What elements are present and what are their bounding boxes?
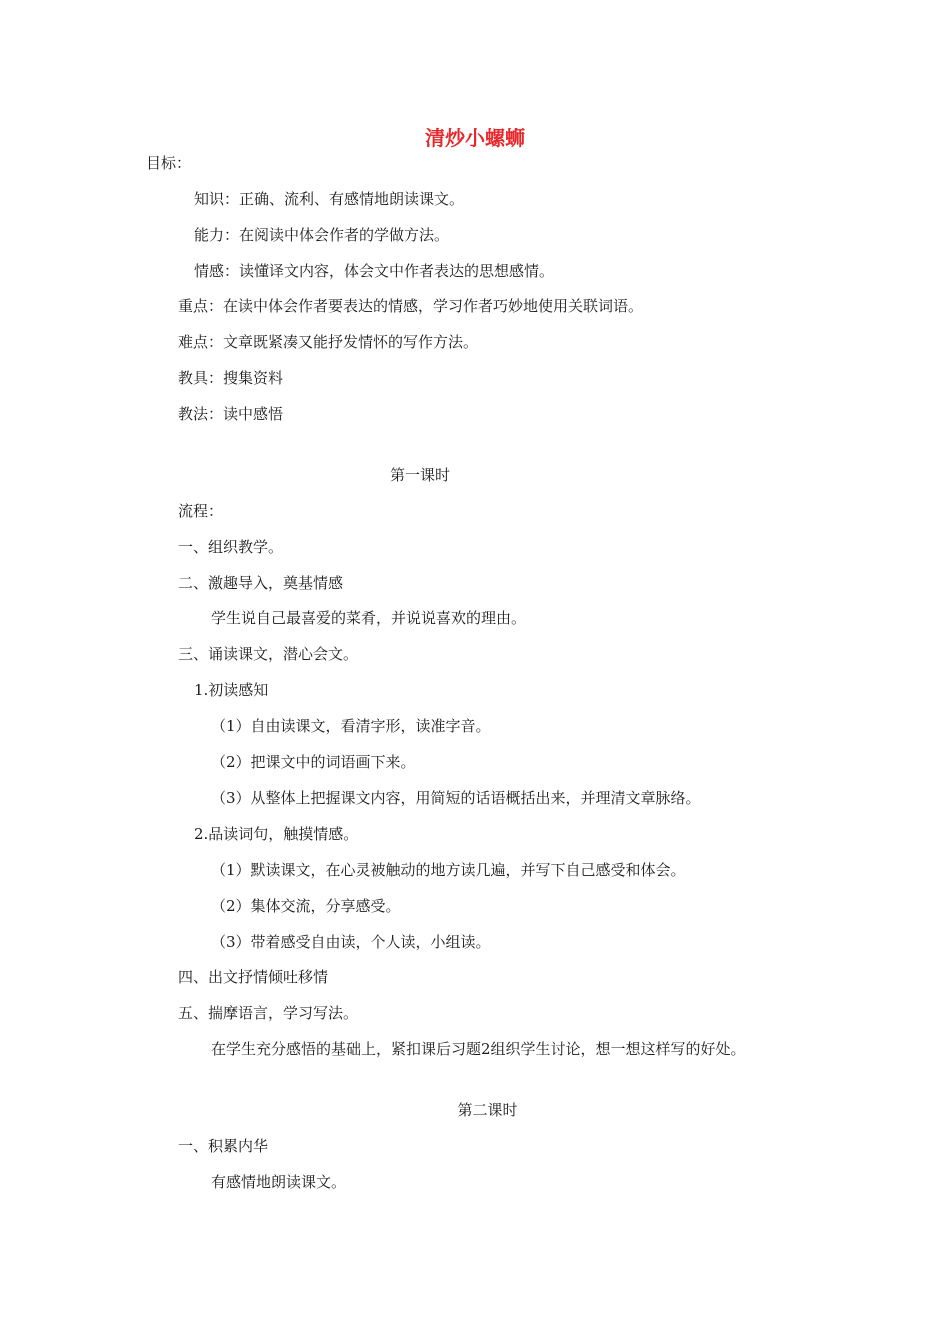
goal-emotion: 情感：读懂译文内容，体会文中作者表达的思想感情。 (194, 262, 555, 280)
lesson2-step1-detail: 有感情地朗读课文。 (211, 1173, 347, 1191)
lesson1-sub2-c: （3）带着感受自由读，个人读，小组读。 (211, 933, 491, 951)
lesson1-step5: 五、揣摩语言，学习写法。 (178, 1004, 359, 1022)
flow-label: 流程： (178, 502, 224, 520)
lesson1-step2-detail: 学生说自己最喜爱的菜肴，并说说喜欢的理由。 (211, 609, 527, 627)
lesson1-step1: 一、组织教学。 (178, 538, 284, 556)
lesson2-heading: 第二课时 (457, 1101, 518, 1119)
lesson1-sub1-c: （3）从整体上把握课文内容，用简短的话语概括出来，并理清文章脉络。 (211, 789, 701, 807)
lesson1-step4: 四、出文抒情倾吐移情 (178, 968, 329, 986)
teaching-tools: 教具：搜集资料 (178, 369, 284, 387)
difficulty: 难点：文章既紧凑又能抒发情怀的写作方法。 (178, 333, 479, 351)
document-title: 清炒小螺蛳 (425, 126, 525, 150)
goal-ability: 能力：在阅读中体会作者的学做方法。 (194, 226, 450, 244)
lesson1-step2: 二、激趣导入，奠基情感 (178, 574, 344, 592)
lesson1-sub1-b: （2）把课文中的词语画下来。 (211, 753, 416, 771)
lesson1-sub2: 2.品读词句，触摸情感。 (194, 825, 359, 843)
key-point: 重点：在读中体会作者要表达的情感，学习作者巧妙地使用关联词语。 (178, 297, 644, 315)
lesson2-step1: 一、积累内华 (178, 1137, 269, 1155)
teaching-method: 教法：读中感悟 (178, 405, 284, 423)
lesson1-sub1: 1.初读感知 (194, 681, 269, 699)
lesson1-step3: 三、诵读课文，潜心会文。 (178, 645, 359, 663)
lesson1-sub2-a: （1）默读课文，在心灵被触动的地方读几遍，并写下自己感受和体会。 (211, 861, 686, 879)
lesson1-step5-detail: 在学生充分感悟的基础上，紧扣课后习题2组织学生讨论，想一想这样写的好处。 (211, 1040, 746, 1058)
lesson1-heading: 第一课时 (389, 466, 450, 484)
goal-knowledge: 知识：正确、流利、有感情地朗读课文。 (194, 190, 465, 208)
lesson1-sub1-a: （1）自由读课文，看清字形，读准字音。 (211, 717, 491, 735)
lesson1-sub2-b: （2）集体交流，分享感受。 (211, 897, 401, 915)
goals-label: 目标： (146, 154, 192, 172)
